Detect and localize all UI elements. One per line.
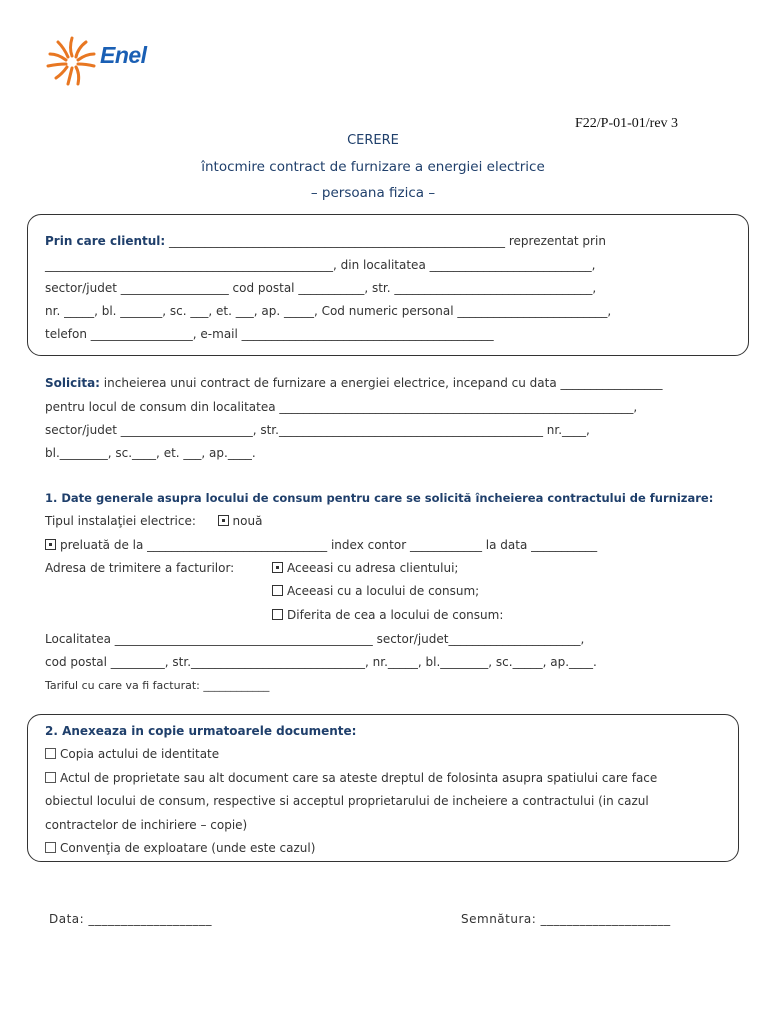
checkbox-new-install[interactable] [218, 515, 229, 526]
signature-field[interactable]: Semnătura: ____________________ [461, 912, 671, 926]
checkbox-taken-over[interactable] [45, 539, 56, 550]
document-subtitle-person-type: – persoana fizica – [310, 185, 436, 201]
form-reference-code: F22/P-01-01/rev 3 [575, 116, 679, 131]
install-type-row [45, 514, 262, 528]
billing-option-different-address[interactable] [272, 608, 503, 622]
tariff-line[interactable]: Tariful cu care va fi facturat: ____________ [45, 679, 270, 692]
attachment-label: Convenţia de exploatare (unde este cazul) [60, 841, 316, 855]
taken-over-row[interactable] [45, 538, 597, 552]
billing-option-label: Diferita de cea a locului de consum: [287, 608, 504, 622]
request-line[interactable] [45, 376, 663, 390]
checkbox-billing-consumption-address[interactable] [272, 585, 283, 596]
client-name-line[interactable] [45, 234, 606, 248]
consumption-street-line[interactable]: sector/judet ______________________, str.____________________________________________ nr.____, [45, 423, 590, 437]
client-sector-line[interactable]: sector/judet __________________ cod postal ___________, str. _________________________________, [45, 281, 597, 295]
section-2-heading: 2. Anexeaza in copie urmatoarele documente: [45, 724, 357, 738]
request-start-date-field[interactable]: incheierea unui contract de furnizare a energiei electrice, incepand cu data _________________ [99, 376, 663, 390]
attachment-item-property-deed-cont: obiectul locului de consum, respective si acceptul proprietarului de incheiere a contractului (in cazul [45, 794, 649, 808]
billing-address-label: Adresa de trimitere a facturilor: [45, 561, 235, 575]
brand-name: Enel [100, 42, 147, 68]
billing-postal-line[interactable]: cod postal _________, str._____________________________, nr._____, bl.________, sc._____, ap.____. [45, 655, 597, 669]
billing-option-consumption-address[interactable] [272, 584, 479, 598]
billing-option-label: Aceeasi cu a locului de consum; [287, 584, 480, 598]
billing-locality-line[interactable]: Localitatea ___________________________________________ sector/judet______________________, [45, 632, 585, 646]
client-address-line[interactable]: nr. _____, bl. _______, sc. ___, et. ___, ap. _____, Cod numeric personal _________________________, [45, 304, 612, 318]
client-name-field[interactable]: ________________________________________________________ reprezentat prin [165, 234, 606, 248]
billing-option-label: Aceeasi cu adresa clientului; [287, 561, 459, 575]
enel-sun-icon [44, 34, 100, 88]
attachment-item-id-copy[interactable] [45, 747, 219, 761]
checkbox-billing-client-address[interactable] [272, 562, 283, 573]
attachment-item-property-deed[interactable] [45, 771, 657, 785]
taken-over-field[interactable]: preluată de la ______________________________ index contor ____________ la data ___________ [60, 538, 598, 552]
document-subtitle: întocmire contract de furnizare a energiei electrice [201, 159, 545, 175]
consumption-locality-line[interactable]: pentru locul de consum din localitatea ___________________________________________________________, [45, 400, 638, 414]
section-1-heading: 1. Date generale asupra locului de consum pentru care se solicită încheierea contractului de furnizare: [45, 491, 714, 505]
date-field[interactable]: Data: ___________________ [49, 912, 213, 926]
consumption-building-line[interactable]: bl.________, sc.____, et. ___, ap.____. [45, 446, 256, 460]
client-label: Prin care clientul: [45, 234, 166, 248]
checkbox-id-copy[interactable] [45, 748, 56, 759]
client-representative-line[interactable]: ________________________________________________, din localitatea ___________________________, [45, 258, 596, 272]
client-contact-line[interactable]: telefon _________________, e-mail __________________________________________ [45, 327, 494, 341]
attachment-label: Actul de proprietate sau alt document care sa ateste dreptul de folosinta asupra spatiului care face [60, 771, 658, 785]
enel-logo [44, 34, 164, 88]
document-title: CERERE [347, 133, 399, 148]
attachment-item-operating-agreement[interactable] [45, 841, 315, 855]
checkbox-billing-different-address[interactable] [272, 609, 283, 620]
request-label: Solicita: [45, 376, 100, 390]
attachment-label: Copia actului de identitate [60, 747, 220, 761]
attachment-item-property-deed-cont2: contractelor de inchiriere – copie) [45, 818, 248, 832]
option-new-label: nouă [232, 514, 263, 528]
install-type-label: Tipul instalaţiei electrice: [45, 514, 196, 528]
billing-option-client-address[interactable] [272, 561, 458, 575]
checkbox-property-deed[interactable] [45, 772, 56, 783]
checkbox-operating-agreement[interactable] [45, 842, 56, 853]
